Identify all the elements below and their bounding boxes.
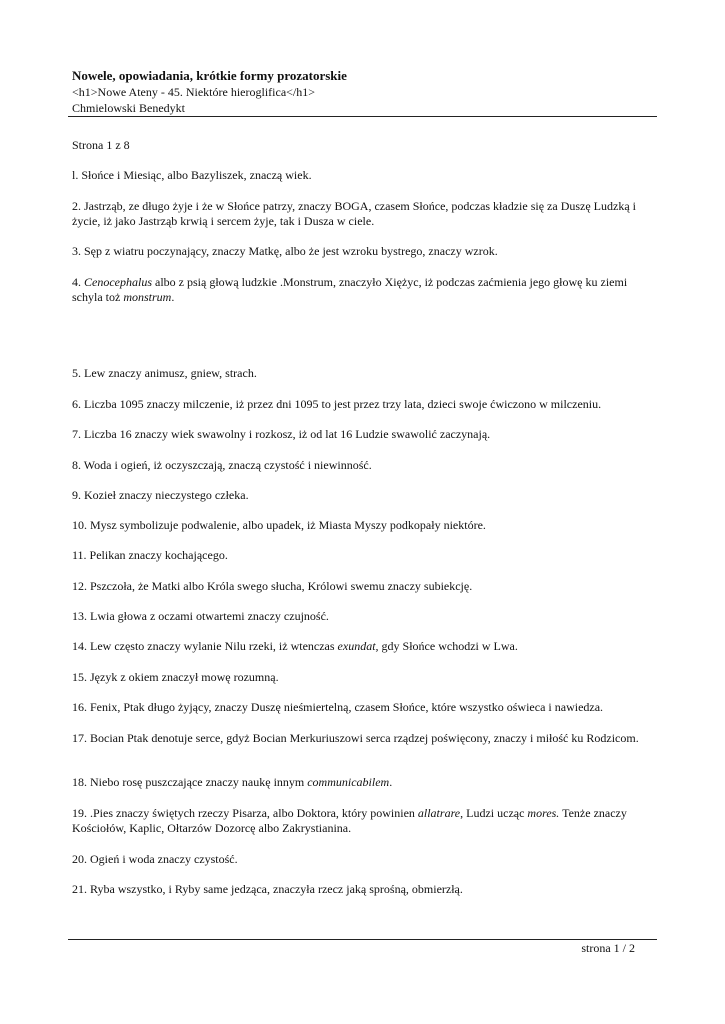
- document-subtitle: <h1>Nowe Ateny - 45. Niektóre hieroglifica</h1>: [72, 85, 316, 99]
- entry-text: .: [171, 290, 175, 304]
- entry-latin-term: communicabilem: [307, 775, 390, 789]
- list-item: [72, 518, 656, 533]
- list-item: [72, 168, 656, 183]
- list-item: [72, 488, 656, 503]
- list-item: [72, 731, 656, 746]
- header-divider: [68, 116, 657, 117]
- document-author: Chmielowski Benedykt: [72, 101, 185, 115]
- entry-text: 6. Liczba 1095 znaczy milczenie, iż przez dni 1095 to jest przez trzy lata, dzieci swoje ćwiczono w milczeniu.: [72, 397, 602, 411]
- entry-text: 4.: [72, 275, 84, 289]
- list-item: [72, 199, 656, 229]
- list-item: [72, 700, 656, 715]
- entry-text: Tenże znaczy Kościołów, Kaplic, Ołtarzów Dozorcę albo Zakrystianina.: [72, 806, 627, 835]
- list-item: [72, 244, 656, 259]
- list-item: [72, 427, 656, 442]
- entry-text: 10. Mysz symbolizuje podwalenie, albo upadek, iż Miasta Myszy podkopały niektóre.: [72, 518, 486, 532]
- entry-text: 5. Lew znaczy animusz, gniew, strach.: [72, 366, 257, 380]
- document-header: [72, 68, 658, 116]
- list-item: [72, 458, 656, 473]
- list-item: [72, 639, 656, 654]
- entry-text: gdy Słońce wchodzi w Lwa.: [378, 639, 518, 653]
- entry-text: 11. Pelikan znaczy kochającego.: [72, 548, 228, 562]
- list-item: [72, 609, 656, 624]
- entry-text: 15. Język z okiem znaczył mowę rozumną.: [72, 670, 279, 684]
- entry-text: 20. Ogień i woda znaczy czystość.: [72, 852, 238, 866]
- entry-text: 2. Jastrząb, ze długo żyje i że w Słońce patrzy, znaczy BOGA, czasem Słońce, podczas kładzie się za Duszę Ludzką i życie, iż jako Jastrząb krwią i sercem żyje, tak i Dusza w ciele.: [72, 199, 636, 228]
- entry-latin-term: Cenocephalus: [84, 275, 152, 289]
- entry-text: 7. Liczba 16 znaczy wiek swawolny i rozkosz, iż od lat 16 Ludzie swawolić zaczynają.: [72, 427, 491, 441]
- entry-text: 12. Pszczoła, że Matki albo Króla swego słucha, Królowi swemu znaczy subiekcję.: [72, 579, 473, 593]
- list-item: [72, 852, 656, 867]
- list-item: [72, 579, 656, 594]
- entry-text: 8. Woda i ogień, iż oczyszczają, znaczą czystość i niewinność.: [72, 458, 372, 472]
- entry-text: albo z psią głową ludzkie .Monstrum, znaczyło Xiężyc, iż podczas zaćmienia jego głowę ku ziemi schyla toż: [72, 275, 628, 304]
- entry-text: 14. Lew często znaczy wylanie Nilu rzeki, iż wtenczas: [72, 639, 338, 653]
- page-label: Strona 1 z 8: [72, 138, 130, 152]
- page-number: strona 1 / 2: [581, 941, 635, 955]
- list-item: [72, 670, 656, 685]
- entry-latin-term: monstrum: [123, 290, 172, 304]
- entry-text: 3. Sęp z wiatru poczynający, znaczy Matkę, albo że jest wzroku bystrego, znaczy wzrok.: [72, 244, 498, 258]
- entry-latin-term: exundat,: [337, 639, 379, 653]
- list-item: [72, 397, 656, 412]
- list-item: [72, 882, 656, 897]
- entry-text: 19. .Pies znaczy świętych rzeczy Pisarza, albo Doktora, który powinien: [72, 806, 418, 820]
- entry-text: l. Słońce i Miesiąc, albo Bazyliszek, znaczą wiek.: [72, 168, 312, 182]
- list-item: [72, 775, 656, 790]
- entry-text: , Ludzi ucząc: [460, 806, 528, 820]
- entry-text: .: [389, 775, 393, 789]
- list-item: [72, 275, 656, 305]
- entry-text: 16. Fenix, Ptak długo żyjący, znaczy Duszę nieśmiertelną, czasem Słońce, które wszystko oświeca i nawiedza.: [72, 700, 604, 714]
- entry-text: 13. Lwia głowa z oczami otwartemi znaczy czujność.: [72, 609, 329, 623]
- entry-text: 9. Kozieł znaczy nieczystego człeka.: [72, 488, 249, 502]
- footer-divider: [68, 939, 657, 940]
- list-item: [72, 366, 656, 381]
- list-item: [72, 806, 656, 836]
- list-item: [72, 548, 656, 563]
- entry-latin-term: allatrare: [417, 806, 461, 820]
- entry-text: 18. Niebo rosę puszczające znaczy naukę innym: [72, 775, 308, 789]
- entry-text: 21. Ryba wszystko, i Ryby same jedząca, znaczyła rzecz jaką sprośną, obmierzłą.: [72, 882, 463, 896]
- entry-latin-term: mores.: [527, 806, 560, 820]
- entry-text: 17. Bocian Ptak denotuje serce, gdyż Bocian Merkuriuszowi serca rządzej poświęcony, znaczy i miłość ku Rodzicom.: [72, 731, 639, 745]
- document-title: Nowele, opowiadania, krótkie formy prozatorskie: [72, 68, 347, 83]
